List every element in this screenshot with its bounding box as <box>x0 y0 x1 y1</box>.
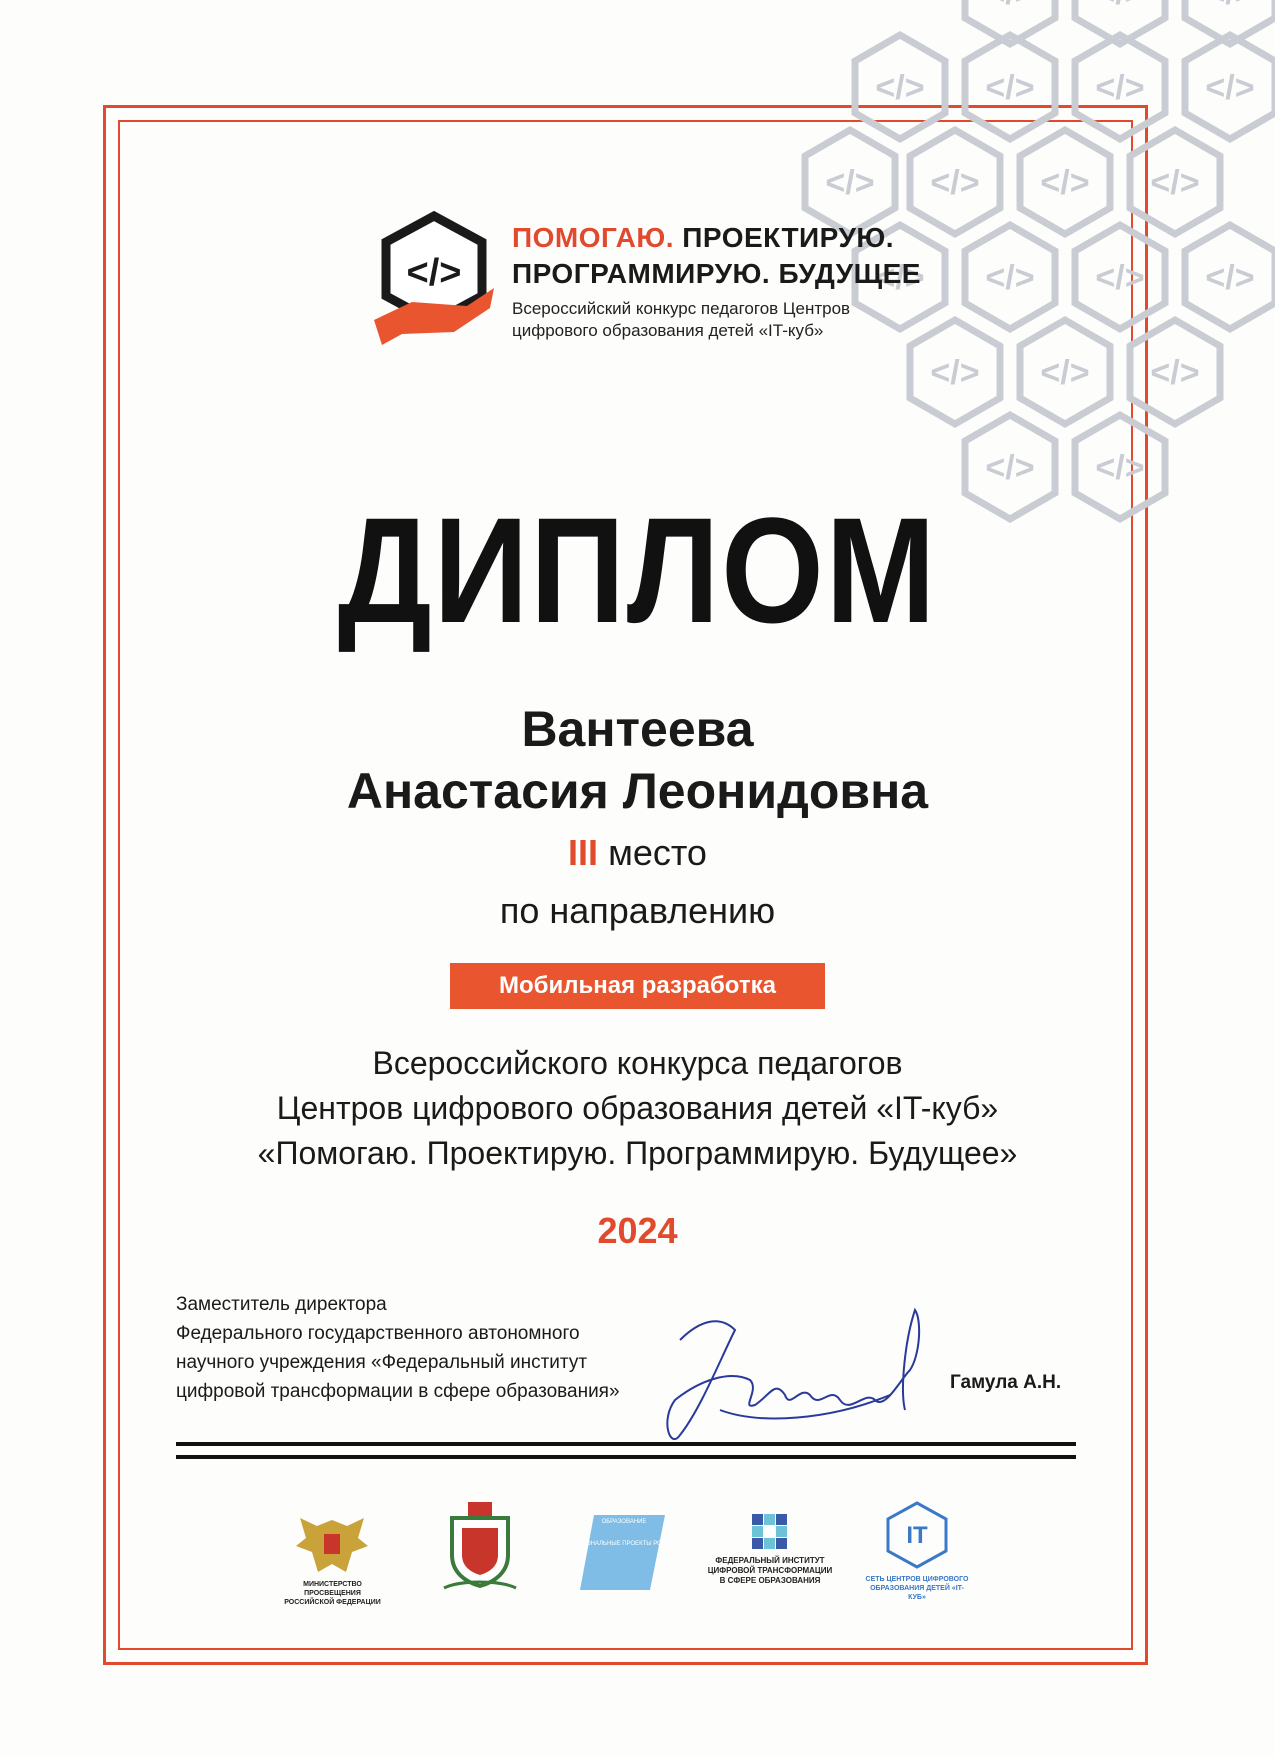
award-place: III место <box>568 832 707 873</box>
regional-coat-of-arms-icon <box>440 1500 520 1592</box>
brand-subtitle: Всероссийский конкурс педагогов Центров цифрового образования детей «IT-куб» <box>512 299 851 340</box>
contest-logo-icon <box>372 210 497 345</box>
svg-text:</>: </> <box>406 252 462 294</box>
brand-line-2: ПРОГРАММИРУЮ. БУДУЩЕЕ <box>512 258 921 289</box>
svg-text:IT: IT <box>906 1522 928 1549</box>
signatory-name: Гамула А.Н. <box>950 1372 1062 1393</box>
brand-line-1: ПОМОГАЮ. ПРОЕКТИРУЮ. <box>512 222 895 253</box>
diploma-title: ДИПЛОМ <box>337 486 938 654</box>
competition-line-2: Центров цифрового образования детей «IT-куб» <box>276 1090 999 1126</box>
divider-line-top <box>176 1442 1076 1446</box>
footer-logo-1-label: МИНИСТЕРСТВО ПРОСВЕЩЕНИЯ РОССИЙСКОЙ ФЕДЕРАЦИИ <box>284 1581 381 1606</box>
direction-badge: Мобильная разработка <box>450 963 825 1009</box>
footer-logo-4-label: ФЕДЕРАЛЬНЫЙ ИНСТИТУТ ЦИФРОВОЙ ТРАНСФОРМАЦИИ В СФЕРЕ ОБРАЗОВАНИЯ <box>707 1556 833 1585</box>
divider-line-bottom <box>176 1455 1076 1459</box>
recipient-surname: Вантеева <box>521 701 754 757</box>
handwritten-signature <box>660 1300 930 1450</box>
award-year: 2024 <box>597 1210 678 1251</box>
hexagon-pattern-decoration: </> <box>850 0 1275 540</box>
ministry-emblem-icon <box>292 1512 372 1577</box>
svg-text:НАЦИОНАЛЬНЫЕ ПРОЕКТЫ РОССИИ: НАЦИОНАЛЬНЫЕ ПРОЕКТЫ РОССИИ <box>568 1541 680 1547</box>
signatory-position: Заместитель директора Федерального государственного автономного научного учреждения «Федеральный институт цифровой трансформации в сфере образования» <box>176 1294 620 1402</box>
recipient-given-names: Анастасия Леонидовна <box>346 763 929 819</box>
direction-badge-wrap <box>0 963 1275 1009</box>
competition-line-3: «Помогаю. Проектирую. Программирую. Будущее» <box>257 1135 1018 1171</box>
svg-text:ОБРАЗОВАНИЕ: ОБРАЗОВАНИЕ <box>601 1519 647 1525</box>
it-cube-network-logo-icon <box>882 1500 952 1570</box>
competition-line-1: Всероссийского конкурса педагогов <box>372 1045 903 1081</box>
federal-institute-logo-icon <box>752 1514 788 1550</box>
direction-label: по направлению <box>499 890 776 931</box>
footer-logo-5-label: СЕТЬ ЦЕНТРОВ ЦИФРОВОГО ОБРАЗОВАНИЯ ДЕТЕЙ «IT-КУБ» <box>865 1576 969 1601</box>
national-projects-logo-icon <box>568 1515 680 1590</box>
